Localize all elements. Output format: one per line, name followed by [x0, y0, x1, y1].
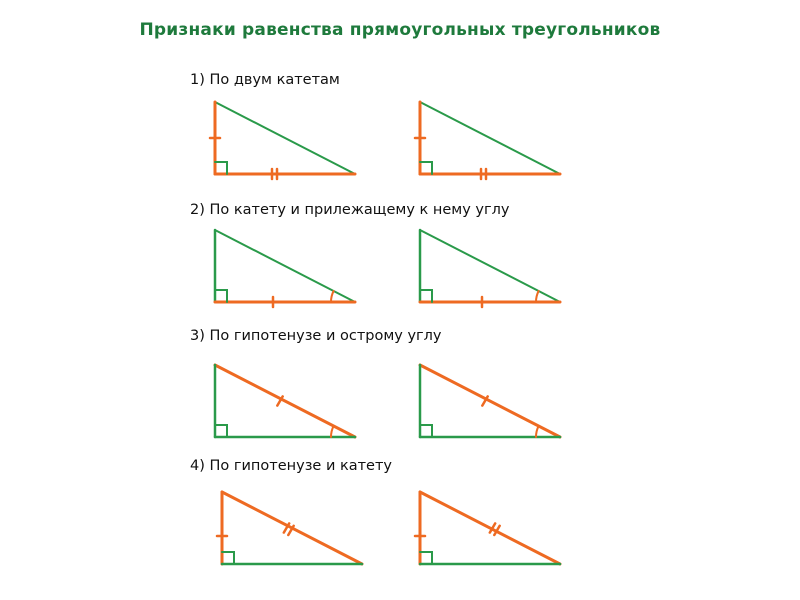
rule-caption-legs: 1) По двум катетам [190, 72, 340, 88]
triangle-leg-angle-right [420, 230, 560, 307]
triangle-pair-leg-angle [215, 230, 560, 307]
tick-mark-double-b [494, 526, 499, 535]
triangle-leg-angle-left [215, 230, 355, 307]
triangle-pair-hypotenuse-angle [215, 365, 560, 437]
triangle-legs-right [415, 102, 560, 179]
tick-mark-double-b [288, 526, 293, 535]
triangle-hypotenuse-angle-right [420, 365, 560, 437]
right-angle-mark [215, 290, 227, 302]
right-angle-mark [215, 162, 227, 174]
hypotenuse [215, 230, 355, 302]
right-angle-mark [420, 162, 432, 174]
angle-arc [536, 291, 539, 302]
triangle-pair-legs [210, 102, 560, 179]
right-angle-mark [420, 425, 432, 437]
hypotenuse [215, 102, 355, 174]
hypotenuse [215, 365, 355, 437]
triangle-hypotenuse-leg-right [415, 492, 560, 564]
rule-caption-hypotenuse-angle: 3) По гипотенузе и острому углу [190, 328, 442, 344]
angle-arc [331, 426, 334, 437]
right-angle-mark [420, 290, 432, 302]
hypotenuse [420, 230, 560, 302]
hypotenuse [420, 365, 560, 437]
right-angle-mark [222, 552, 234, 564]
right-angle-mark [420, 552, 432, 564]
triangle-legs-left [210, 102, 355, 179]
page-title: Признаки равенства прямоугольных треугольников [139, 20, 661, 40]
triangle-hypotenuse-angle-left [215, 365, 355, 437]
right-angle-mark [215, 425, 227, 437]
rule-caption-hypotenuse-leg: 4) По гипотенузе и катету [190, 458, 393, 474]
hypotenuse [222, 492, 362, 564]
triangle-pair-hypotenuse-leg [217, 492, 560, 564]
rule-caption-leg-angle: 2) По катету и прилежащему к нему углу [190, 202, 510, 218]
hypotenuse [420, 492, 560, 564]
tick-mark-single [277, 396, 282, 405]
tick-mark-double-a [490, 523, 495, 532]
tick-mark-double-a [284, 523, 289, 532]
tick-mark-single [482, 396, 487, 405]
hypotenuse [420, 102, 560, 174]
angle-arc [536, 426, 539, 437]
angle-arc [331, 291, 334, 302]
triangle-hypotenuse-leg-left [217, 492, 362, 564]
